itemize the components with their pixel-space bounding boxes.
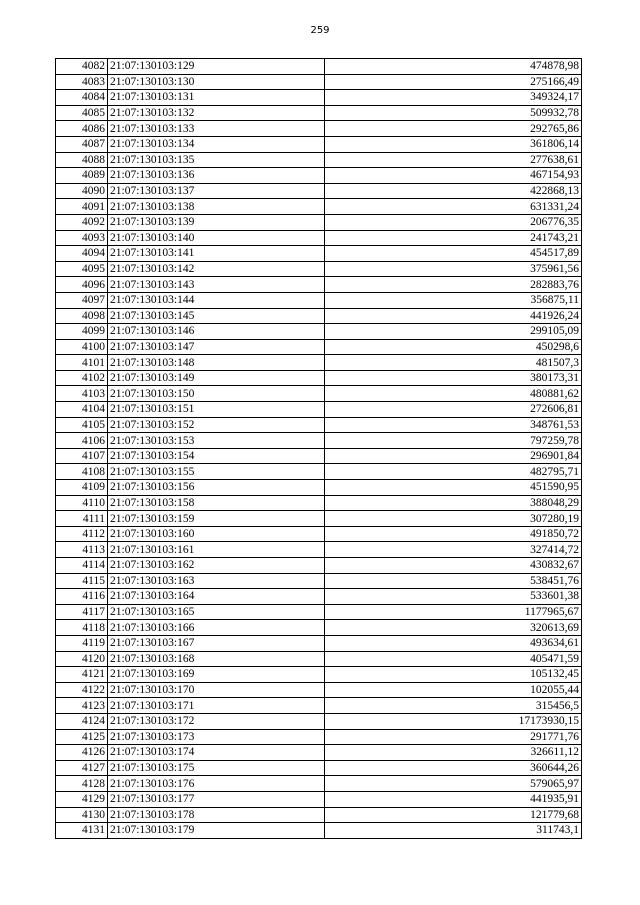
cadastral-number-cell: 21:07:130103:156 [108,480,325,496]
cadastral-value-cell: 348761,53 [325,417,582,433]
cadastral-number-cell: 21:07:130103:170 [108,682,325,698]
cadastral-value-cell: 579065,97 [325,776,582,792]
cadastral-value-cell: 17173930,15 [325,713,582,729]
row-number-cell: 4102 [56,370,108,386]
row-number-cell: 4084 [56,90,108,106]
cadastral-value-cell: 292765,86 [325,121,582,137]
row-number-cell: 4104 [56,402,108,418]
table-row [56,760,582,776]
table-row [56,136,582,152]
cadastral-value-cell: 797259,78 [325,433,582,449]
table-row [56,324,582,340]
cadastral-number-cell: 21:07:130103:164 [108,589,325,605]
cadastral-number-cell: 21:07:130103:131 [108,90,325,106]
table-row [56,152,582,168]
cadastral-value-cell: 277638,61 [325,152,582,168]
cadastral-number-cell: 21:07:130103:140 [108,230,325,246]
row-number-cell: 4121 [56,667,108,683]
row-number-cell: 4122 [56,682,108,698]
cadastral-number-cell: 21:07:130103:138 [108,199,325,215]
cadastral-value-cell: 631331,24 [325,199,582,215]
row-number-cell: 4120 [56,651,108,667]
cadastral-number-cell: 21:07:130103:147 [108,339,325,355]
row-number-cell: 4115 [56,573,108,589]
row-number-cell: 4096 [56,277,108,293]
cadastral-value-cell: 282883,76 [325,277,582,293]
cadastral-value-cell: 480881,62 [325,386,582,402]
cadastral-value-cell: 241743,21 [325,230,582,246]
cadastral-number-cell: 21:07:130103:166 [108,620,325,636]
cadastral-number-cell: 21:07:130103:152 [108,417,325,433]
row-number-cell: 4119 [56,635,108,651]
cadastral-value-cell: 422868,13 [325,183,582,199]
cadastral-value-cell: 430832,67 [325,558,582,574]
table-row [56,511,582,527]
cadastral-value-cell: 493634,61 [325,635,582,651]
table-row [56,495,582,511]
cadastral-number-cell: 21:07:130103:142 [108,261,325,277]
row-number-cell: 4118 [56,620,108,636]
cadastral-value-cell: 311743,1 [325,823,582,839]
table-row [56,339,582,355]
table-row [56,121,582,137]
cadastral-value-cell: 491850,72 [325,526,582,542]
cadastral-number-cell: 21:07:130103:175 [108,760,325,776]
cadastral-number-cell: 21:07:130103:161 [108,542,325,558]
cadastral-number-cell: 21:07:130103:163 [108,573,325,589]
table-row [56,74,582,90]
row-number-cell: 4101 [56,355,108,371]
row-number-cell: 4088 [56,152,108,168]
cadastral-number-cell: 21:07:130103:133 [108,121,325,137]
table-row [56,105,582,121]
table-row [56,464,582,480]
cadastral-number-cell: 21:07:130103:159 [108,511,325,527]
table-row [56,292,582,308]
cadastral-value-cell: 275166,49 [325,74,582,90]
cadastral-value-cell: 388048,29 [325,495,582,511]
row-number-cell: 4103 [56,386,108,402]
cadastral-number-cell: 21:07:130103:178 [108,807,325,823]
cadastral-value-cell: 454517,89 [325,246,582,262]
cadastral-value-cell: 482795,71 [325,464,582,480]
row-number-cell: 4112 [56,526,108,542]
table-row [56,698,582,714]
table-row [56,620,582,636]
row-number-cell: 4125 [56,729,108,745]
row-number-cell: 4095 [56,261,108,277]
cadastral-number-cell: 21:07:130103:158 [108,495,325,511]
table-row [56,542,582,558]
cadastral-value-cell: 450298,6 [325,339,582,355]
cadastral-number-cell: 21:07:130103:155 [108,464,325,480]
table-row [56,573,582,589]
cadastral-number-cell: 21:07:130103:145 [108,308,325,324]
table-row [56,433,582,449]
cadastral-number-cell: 21:07:130103:177 [108,791,325,807]
row-number-cell: 4085 [56,105,108,121]
cadastral-value-cell: 296901,84 [325,448,582,464]
row-number-cell: 4113 [56,542,108,558]
table-row [56,682,582,698]
table-row [56,370,582,386]
cadastral-number-cell: 21:07:130103:148 [108,355,325,371]
cadastral-value-cell: 533601,38 [325,589,582,605]
row-number-cell: 4130 [56,807,108,823]
cadastral-value-cell: 102055,44 [325,682,582,698]
table-row [56,745,582,761]
table-row [56,480,582,496]
cadastral-number-cell: 21:07:130103:150 [108,386,325,402]
cadastral-value-cell: 538451,76 [325,573,582,589]
row-number-cell: 4097 [56,292,108,308]
table-row [56,604,582,620]
table-row [56,90,582,106]
table-row [56,59,582,75]
table-row [56,402,582,418]
table-row [56,791,582,807]
row-number-cell: 4091 [56,199,108,215]
row-number-cell: 4099 [56,324,108,340]
table-row [56,230,582,246]
table-row [56,526,582,542]
cadastral-number-cell: 21:07:130103:143 [108,277,325,293]
cadastral-value-cell: 467154,93 [325,168,582,184]
cadastral-number-cell: 21:07:130103:165 [108,604,325,620]
table-row [56,667,582,683]
table-row [56,261,582,277]
cadastral-value-cell: 121779,68 [325,807,582,823]
cadastral-value-cell: 451590,95 [325,480,582,496]
table-row [56,183,582,199]
cadastral-number-cell: 21:07:130103:153 [108,433,325,449]
row-number-cell: 4126 [56,745,108,761]
row-number-cell: 4107 [56,448,108,464]
table-row [56,651,582,667]
table-row [56,277,582,293]
cadastral-number-cell: 21:07:130103:179 [108,823,325,839]
row-number-cell: 4100 [56,339,108,355]
cadastral-value-cell: 356875,11 [325,292,582,308]
cadastral-value-cell: 326611,12 [325,745,582,761]
row-number-cell: 4083 [56,74,108,90]
row-number-cell: 4111 [56,511,108,527]
row-number-cell: 4087 [56,136,108,152]
row-number-cell: 4106 [56,433,108,449]
cadastral-value-cell: 315456,5 [325,698,582,714]
cadastral-value-cell: 375961,56 [325,261,582,277]
cadastral-value-cell: 441926,24 [325,308,582,324]
cadastral-number-cell: 21:07:130103:132 [108,105,325,121]
cadastral-value-cell: 327414,72 [325,542,582,558]
row-number-cell: 4110 [56,495,108,511]
cadastral-value-cell: 299105,09 [325,324,582,340]
cadastral-number-cell: 21:07:130103:146 [108,324,325,340]
row-number-cell: 4094 [56,246,108,262]
cadastral-number-cell: 21:07:130103:171 [108,698,325,714]
row-number-cell: 4123 [56,698,108,714]
cadastral-value-cell: 291771,76 [325,729,582,745]
cadastral-number-cell: 21:07:130103:151 [108,402,325,418]
cadastral-number-cell: 21:07:130103:160 [108,526,325,542]
cadastral-value-cell: 380173,31 [325,370,582,386]
row-number-cell: 4086 [56,121,108,137]
table-row [56,308,582,324]
cadastral-value-cell: 405471,59 [325,651,582,667]
table-row [56,558,582,574]
cadastral-value-cell: 320613,69 [325,620,582,636]
cadastral-value-cell: 474878,98 [325,59,582,75]
cadastral-value-cell: 441935,91 [325,791,582,807]
cadastral-number-cell: 21:07:130103:136 [108,168,325,184]
cadastral-number-cell: 21:07:130103:129 [108,59,325,75]
table-row [56,199,582,215]
table-body [56,59,582,839]
cadastral-number-cell: 21:07:130103:172 [108,713,325,729]
cadastral-value-table [55,58,582,839]
row-number-cell: 4090 [56,183,108,199]
row-number-cell: 4128 [56,776,108,792]
cadastral-number-cell: 21:07:130103:176 [108,776,325,792]
cadastral-value-cell: 509932,78 [325,105,582,121]
cadastral-number-cell: 21:07:130103:144 [108,292,325,308]
cadastral-value-cell: 481507,3 [325,355,582,371]
cadastral-value-cell: 307280,19 [325,511,582,527]
table-row [56,355,582,371]
table-row [56,417,582,433]
cadastral-number-cell: 21:07:130103:167 [108,635,325,651]
cadastral-number-cell: 21:07:130103:173 [108,729,325,745]
row-number-cell: 4089 [56,168,108,184]
cadastral-number-cell: 21:07:130103:149 [108,370,325,386]
row-number-cell: 4114 [56,558,108,574]
table-row [56,823,582,839]
cadastral-number-cell: 21:07:130103:168 [108,651,325,667]
row-number-cell: 4124 [56,713,108,729]
cadastral-number-cell: 21:07:130103:134 [108,136,325,152]
table-row [56,713,582,729]
row-number-cell: 4129 [56,791,108,807]
table-row [56,589,582,605]
cadastral-number-cell: 21:07:130103:135 [108,152,325,168]
cadastral-value-cell: 361806,14 [325,136,582,152]
cadastral-number-cell: 21:07:130103:137 [108,183,325,199]
cadastral-value-cell: 349324,17 [325,90,582,106]
cadastral-value-cell: 360644,26 [325,760,582,776]
row-number-cell: 4092 [56,214,108,230]
page-number: 259 [310,25,330,36]
row-number-cell: 4098 [56,308,108,324]
row-number-cell: 4105 [56,417,108,433]
table-row [56,246,582,262]
cadastral-number-cell: 21:07:130103:169 [108,667,325,683]
table-row [56,807,582,823]
row-number-cell: 4108 [56,464,108,480]
cadastral-number-cell: 21:07:130103:174 [108,745,325,761]
cadastral-number-cell: 21:07:130103:130 [108,74,325,90]
cadastral-value-cell: 272606,81 [325,402,582,418]
row-number-cell: 4131 [56,823,108,839]
table-row [56,214,582,230]
table-row [56,729,582,745]
table-row [56,386,582,402]
row-number-cell: 4117 [56,604,108,620]
table-row [56,448,582,464]
row-number-cell: 4082 [56,59,108,75]
cadastral-value-cell: 1177965,67 [325,604,582,620]
cadastral-value-cell: 206776,35 [325,214,582,230]
cadastral-number-cell: 21:07:130103:154 [108,448,325,464]
table-row [56,168,582,184]
row-number-cell: 4127 [56,760,108,776]
row-number-cell: 4109 [56,480,108,496]
cadastral-number-cell: 21:07:130103:162 [108,558,325,574]
row-number-cell: 4116 [56,589,108,605]
table-row [56,776,582,792]
cadastral-value-cell: 105132,45 [325,667,582,683]
row-number-cell: 4093 [56,230,108,246]
table-row [56,635,582,651]
cadastral-number-cell: 21:07:130103:139 [108,214,325,230]
cadastral-number-cell: 21:07:130103:141 [108,246,325,262]
